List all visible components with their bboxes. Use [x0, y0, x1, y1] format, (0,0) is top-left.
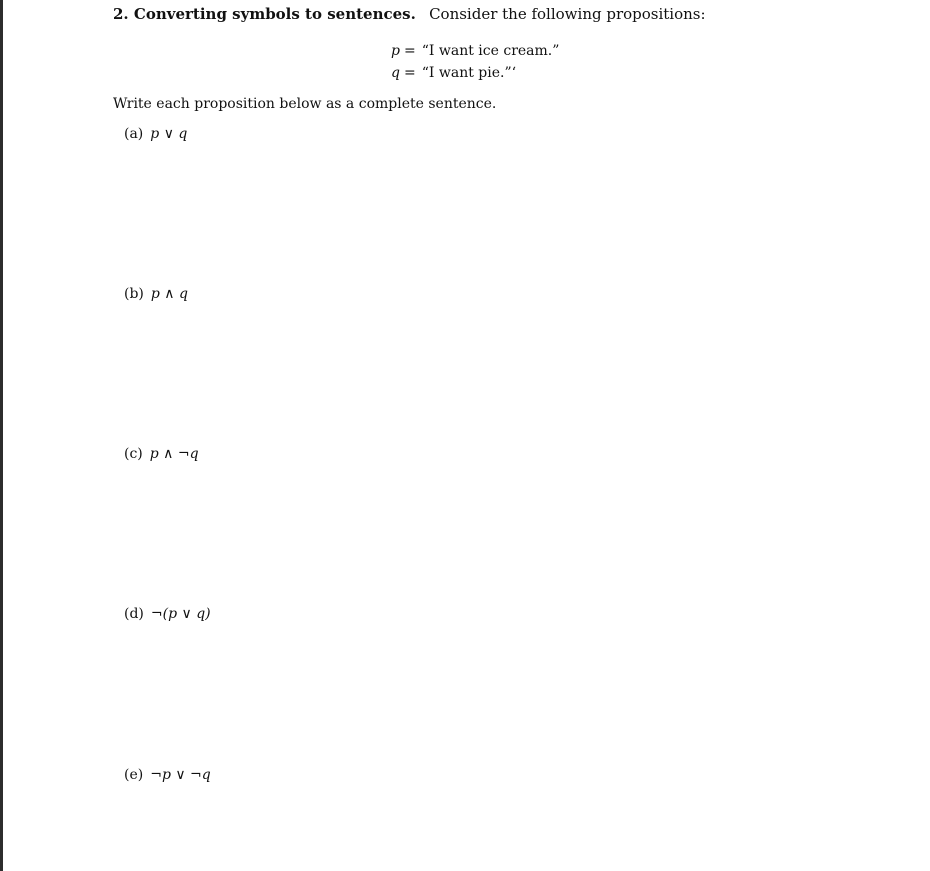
definition-equals: =	[404, 43, 416, 59]
part-c	[124, 445, 199, 463]
answer-space-c[interactable]	[124, 470, 884, 590]
part-label: (c)	[124, 446, 143, 462]
problem-intro: Consider the following propositions:	[429, 5, 706, 23]
part-expression: p ∧ q	[150, 286, 188, 302]
part-expression: ¬(p ∨ q)	[150, 606, 211, 622]
part-d	[124, 605, 211, 623]
problem-heading	[113, 5, 706, 23]
answer-space-b[interactable]	[124, 310, 884, 430]
problem-title-text: Converting symbols to sentences.	[133, 5, 416, 23]
definition-equals: =	[404, 65, 416, 81]
definition-value: “I want ice cream.”	[421, 43, 560, 59]
definition-variable: p	[391, 43, 400, 59]
problem-title	[113, 5, 421, 23]
answer-space-e[interactable]	[124, 791, 884, 866]
part-label: (a)	[124, 126, 144, 142]
proposition-definitions	[388, 40, 559, 84]
part-e	[124, 766, 211, 784]
answer-space-d[interactable]	[124, 630, 884, 750]
problem-number: 2.	[113, 5, 129, 23]
definition-variable: q	[391, 65, 400, 81]
part-b	[124, 285, 188, 303]
part-expression: p ∨ q	[150, 126, 188, 142]
part-label: (b)	[124, 286, 144, 302]
part-label: (d)	[124, 606, 144, 622]
definition-q	[388, 62, 559, 84]
instructions: Write each proposition below as a complete sentence.	[113, 96, 497, 112]
part-a	[124, 125, 187, 143]
definition-value: “I want pie.”‘	[421, 65, 517, 81]
part-expression: p ∧ ¬q	[149, 446, 199, 462]
answer-space-a[interactable]	[124, 150, 884, 270]
part-label: (e)	[124, 767, 144, 783]
definition-p	[388, 40, 559, 62]
part-expression: ¬p ∨ ¬q	[150, 767, 211, 783]
